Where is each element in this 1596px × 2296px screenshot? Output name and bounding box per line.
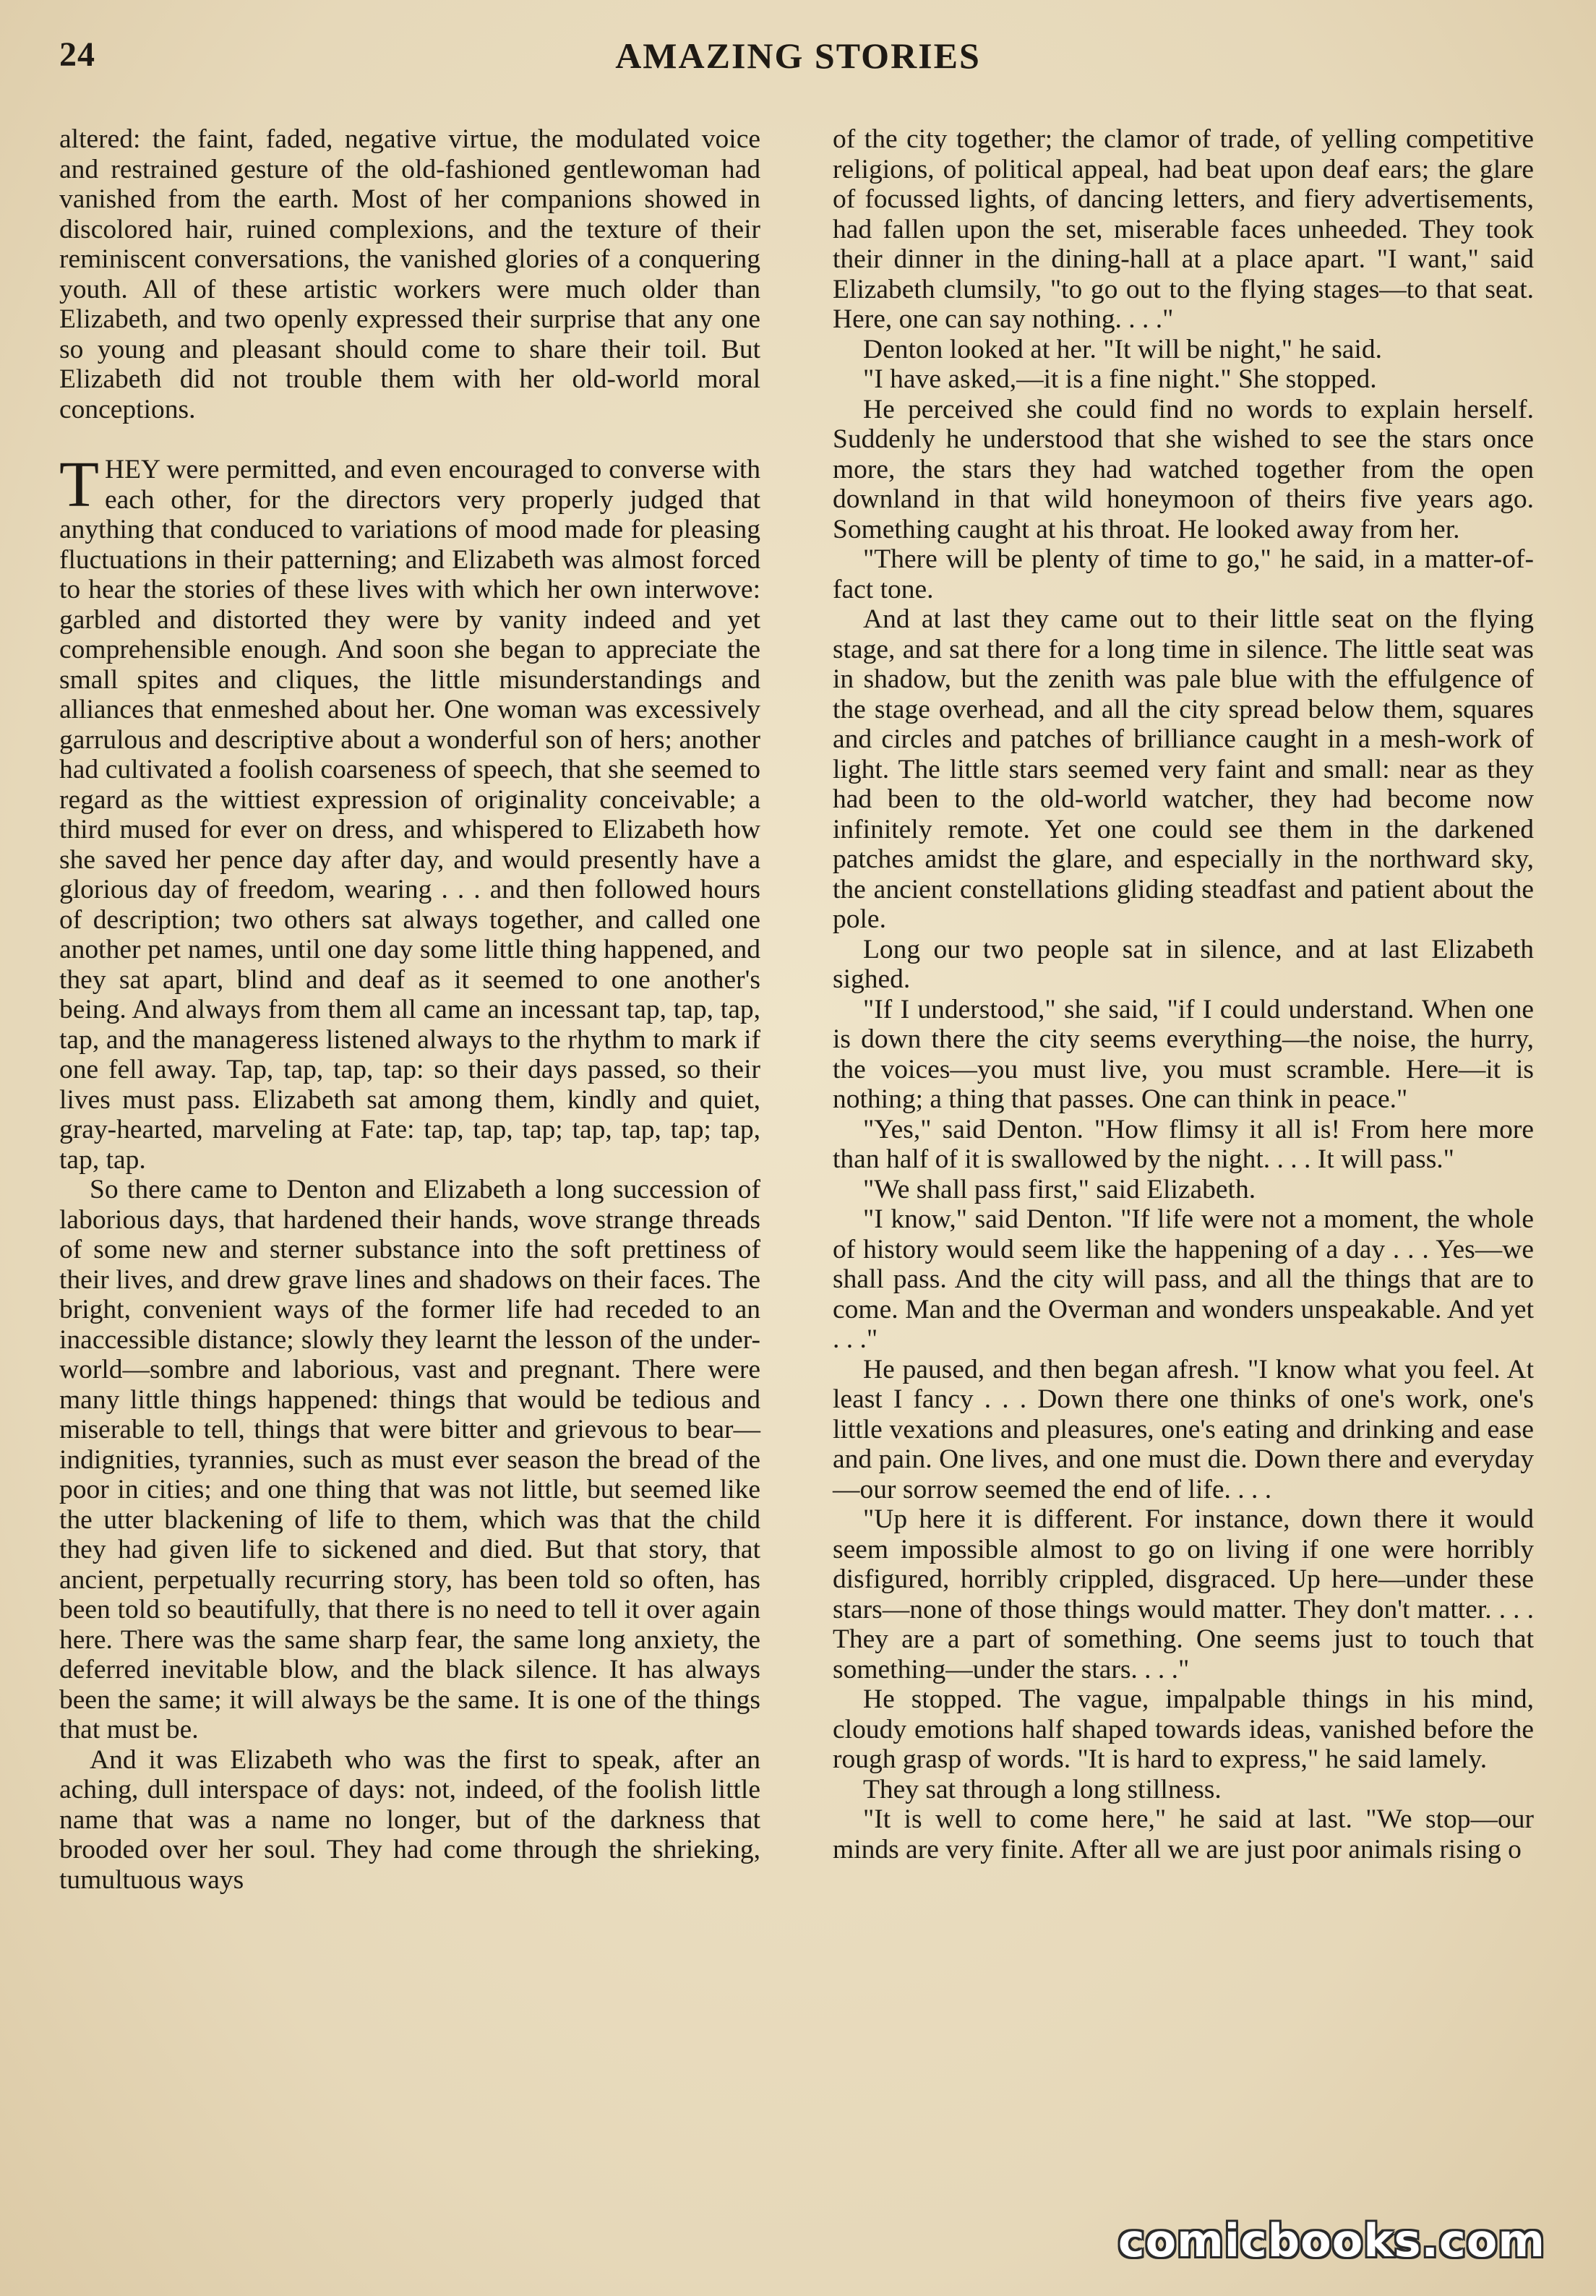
paragraph: He paused, and then began afresh. "I know what you feel. At least I fancy . . . Down there one thinks of one's work, one's little vexations and pleasures, one's eating and drinking and ease and pain. One lives, and one must die. Down there and everyday—our sorrow seemed the end of life. . . . bbox=[833, 1354, 1534, 1504]
paragraph: He stopped. The vague, impalpable things in his mind, cloudy emotions half shaped towards ideas, vanished before the rough grasp of words. "It is hard to express," he said lamely. bbox=[833, 1684, 1534, 1774]
right-column bbox=[833, 124, 1534, 1864]
paragraph: And it was Elizabeth who was the first to speak, after an aching, dull interspace of days: not, indeed, of the foolish little name that was a name no longer, but of the darkness that brooded over her soul. They had come through the shrieking, tumultuous ways bbox=[59, 1744, 760, 1895]
paragraph: "It is well to come here," he said at last. "We stop—our minds are very finite. After all we are just poor animals rising o bbox=[833, 1804, 1534, 1864]
paragraph: Denton looked at her. "It will be night," he said. bbox=[863, 334, 1382, 364]
section-start-paragraph bbox=[59, 449, 760, 1175]
paragraph: "I have asked,—it is a fine night." She stopped. bbox=[863, 364, 1377, 394]
paragraph: Long our two people sat in silence, and at last Elizabeth sighed. bbox=[833, 934, 1534, 994]
drop-cap: T bbox=[59, 449, 99, 521]
site-watermark: comicbooks.com bbox=[1117, 2214, 1545, 2267]
left-column bbox=[59, 124, 760, 1895]
paragraph: altered: the faint, faded, negative virtue, the modulated voice and restrained gesture of the old-fashioned gentlewoman had vanished from the earth. Most of her companions showed in discolored hair, ruined complexions, and the texture of their reminiscent conversations, the vanished glories of a conquering youth. All of these artistic workers were much older than Elizabeth, and two openly expressed their surprise that any one so young and pleasant should come to share their toil. But Elizabeth did not trouble them with her old-world moral conceptions. bbox=[59, 124, 760, 424]
magazine-title: AMAZING STORIES bbox=[615, 35, 981, 76]
continued-paragraph: of the city together; the clamor of trade, of yelling competitive religions, of political appeal, had beat upon deaf ears; the glare of focussed lights, of dancing letters, and fiery advertisements, had fallen upon the set, miserable faces unheeded. They took their dinner in the dining-hall at a place apart. "I want," said Elizabeth clumsily, "to go out to the flying stages—to that seat. Here, one can say nothing. . . ." bbox=[833, 124, 1534, 334]
paragraph: "Up here it is different. For instance, down there it would seem impossible almost to go on living if one were horribly disfigured, horribly crippled, disgraced. Up here—under these stars—none of those things would matter. They don't matter. . . . They are a part of something. One seems just to touch that something—under the stars. . . ." bbox=[833, 1504, 1534, 1684]
paragraph: "If I understood," she said, "if I could understand. When one is down there the city seems everything—the noise, the hurry, the voices—you must live, you must scramble. Here—it is nothing; a thing that passes. One can think in peace." bbox=[833, 994, 1534, 1114]
paragraph: And at last they came out to their little seat on the flying stage, and sat there for a long time in silence. The little seat was in shadow, but the zenith was pale blue with the effulgence of the stage overhead, and all the city spread below them, squares and circles and patches of brilliance caught in a mesh-work of light. The little stars seemed very faint and small: near as they had been to the old-world watcher, they had become now infinitely remote. Yet one could see them in the darkened patches amidst the glare, and especially in the northward sky, the ancient constellations gliding steadfast and patient about the pole. bbox=[833, 604, 1534, 934]
paragraph: "I know," said Denton. "If life were not a moment, the whole of history would seem like the happening of a day . . . Yes—we shall pass. And the city will pass, and all the things that are to come. Man and the Overman and wonders unspeakable. And yet . . ." bbox=[833, 1204, 1534, 1354]
paragraph: "There will be plenty of time to go," he said, in a matter-of-fact tone. bbox=[833, 544, 1534, 604]
paragraph: "We shall pass first," said Elizabeth. bbox=[863, 1174, 1256, 1204]
paragraph: So there came to Denton and Elizabeth a long succession of laborious days, that hardened their hands, wove strange threads of some new and sterner substance into the soft prettiness of their lives, and drew grave lines and shadows on their faces. The bright, convenient ways of the former life had receded to an inaccessible distance; slowly they learnt the lesson of the under-world—sombre and laborious, vast and pregnant. There were many little things happened: things that would be tedious and miserable to tell, things that were bitter and grievous to bear—indignities, tyrannies, such as must ever season the bread of the poor in cities; and one thing that was not little, but seemed like the utter blackening of life to them, which was that the child they had given life to sickened and died. But that story, that ancient, perpetually recurring story, has been told so often, has been told so beautifully, that there is no need to tell it over again here. There was the same sharp fear, the same long anxiety, the deferred inevitable blow, and the black silence. It has always been the same; it will always be the same. It is one of the things that must be. bbox=[59, 1175, 760, 1744]
paragraph: They sat through a long stillness. bbox=[863, 1774, 1222, 1804]
section-first-paragraph-text: HEY were permitted, and even encouraged to converse with each other, for the directors very properly judged that anything that conduced to variations of mood made for pleasing fluctuations in their patterning; and Elizabeth was almost forced to hear the stories of these lives with which her own interwove: garbled and distorted they were by vanity indeed and yet comprehensible enough. And soon she began to appreciate the small spites and cliques, the little misunderstandings and alliances that enmeshed about her. One woman was excessively garrulous and descriptive about a wonderful son of hers; another had cultivated a foolish coarseness of speech, that she seemed to regard as the wittiest expression of originality conceivable; a third mused for ever on dress, and whispered to Elizabeth how she saved her pence day after day, and would presently have a glorious day of freedom, wearing . . . and then followed hours of description; two others sat always together, and called one another pet names, until one day some little thing happened, and they sat apart, blind and deaf as it seemed to one another's being. And always from them all came an incessant tap, tap, tap, tap, and the manageress listened always to the rhythm to mark if one fell away. Tap, tap, tap, tap: so their days passed, so their lives must pass. Elizabeth sat among them, kindly and quiet, gray-hearted, marveling at Fate: tap, tap, tap; tap, tap, tap; tap, tap, tap. bbox=[59, 455, 760, 1175]
page-number: 24 bbox=[59, 35, 95, 74]
paragraph: "Yes," said Denton. "How flimsy it all is! From here more than half of it is swallowed by the night. . . . It will pass." bbox=[833, 1114, 1534, 1174]
paragraph: He perceived she could find no words to explain herself. Suddenly he understood that she wished to see the stars once more, the stars they had watched together from the open downland in that wild honeymoon of theirs five years ago. Something caught at his throat. He looked away from her. bbox=[833, 394, 1534, 544]
